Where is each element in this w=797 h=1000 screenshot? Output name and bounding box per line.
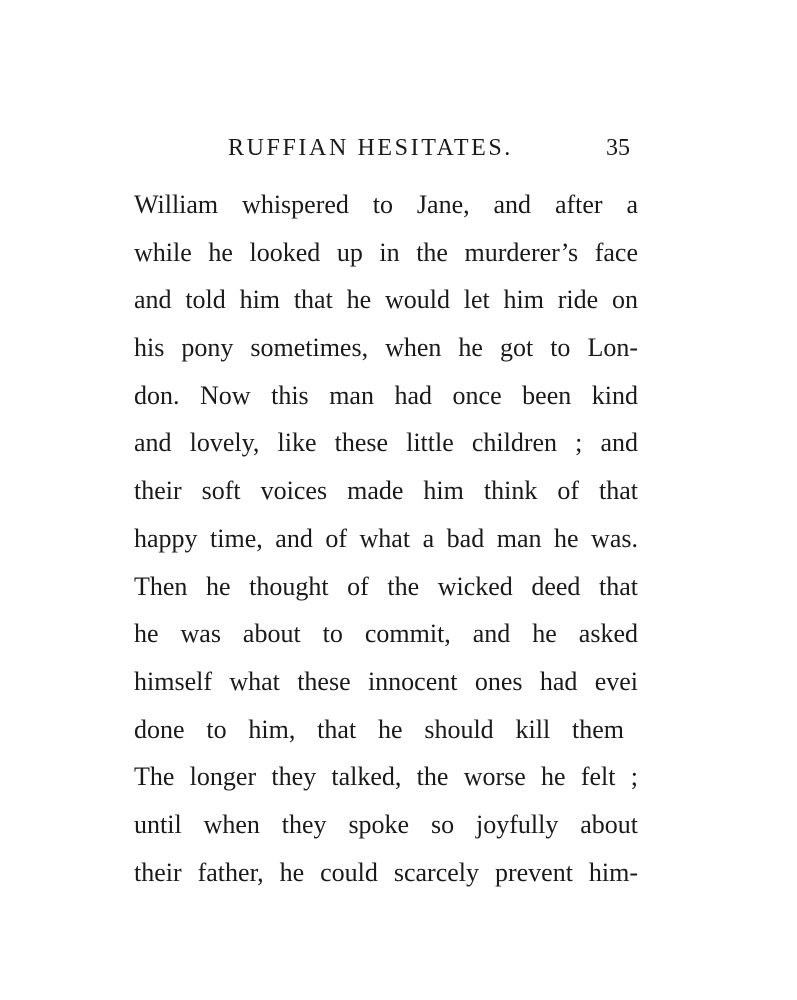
text-line: happy time, and of what a bad man he was. [134,523,638,553]
text-line: don. Now this man had once been kind [134,380,638,410]
text-line: himself what these innocent ones had evei [134,666,638,696]
text-line: he was about to commit, and he asked [134,619,638,649]
text-line: while he looked up in the murderer’s face [134,237,638,267]
text-line: his pony sometimes, when he got to Lon- [134,333,638,363]
page-number: 35 [606,135,630,161]
text-line: until when they spoke so joyfully about [134,809,638,839]
running-head [134,128,638,168]
text-line: The longer they talked, the worse he felt ; [134,762,638,792]
text-line: their father, he could scarcely prevent him- [134,857,638,887]
text-line: done to him, that he should kill them [134,714,624,744]
text-line: and lovely, like these little children ; and [134,428,638,458]
text-line: and told him that he would let him ride on [134,285,638,315]
text-line: William whispered to Jane, and after a [134,190,638,219]
text-line: Then he thought of the wicked deed that [134,571,638,601]
body-text [134,181,638,896]
running-head-title: RUFFIAN HESITATES. [228,135,513,161]
text-line: their soft voices made him think of that [134,476,638,506]
